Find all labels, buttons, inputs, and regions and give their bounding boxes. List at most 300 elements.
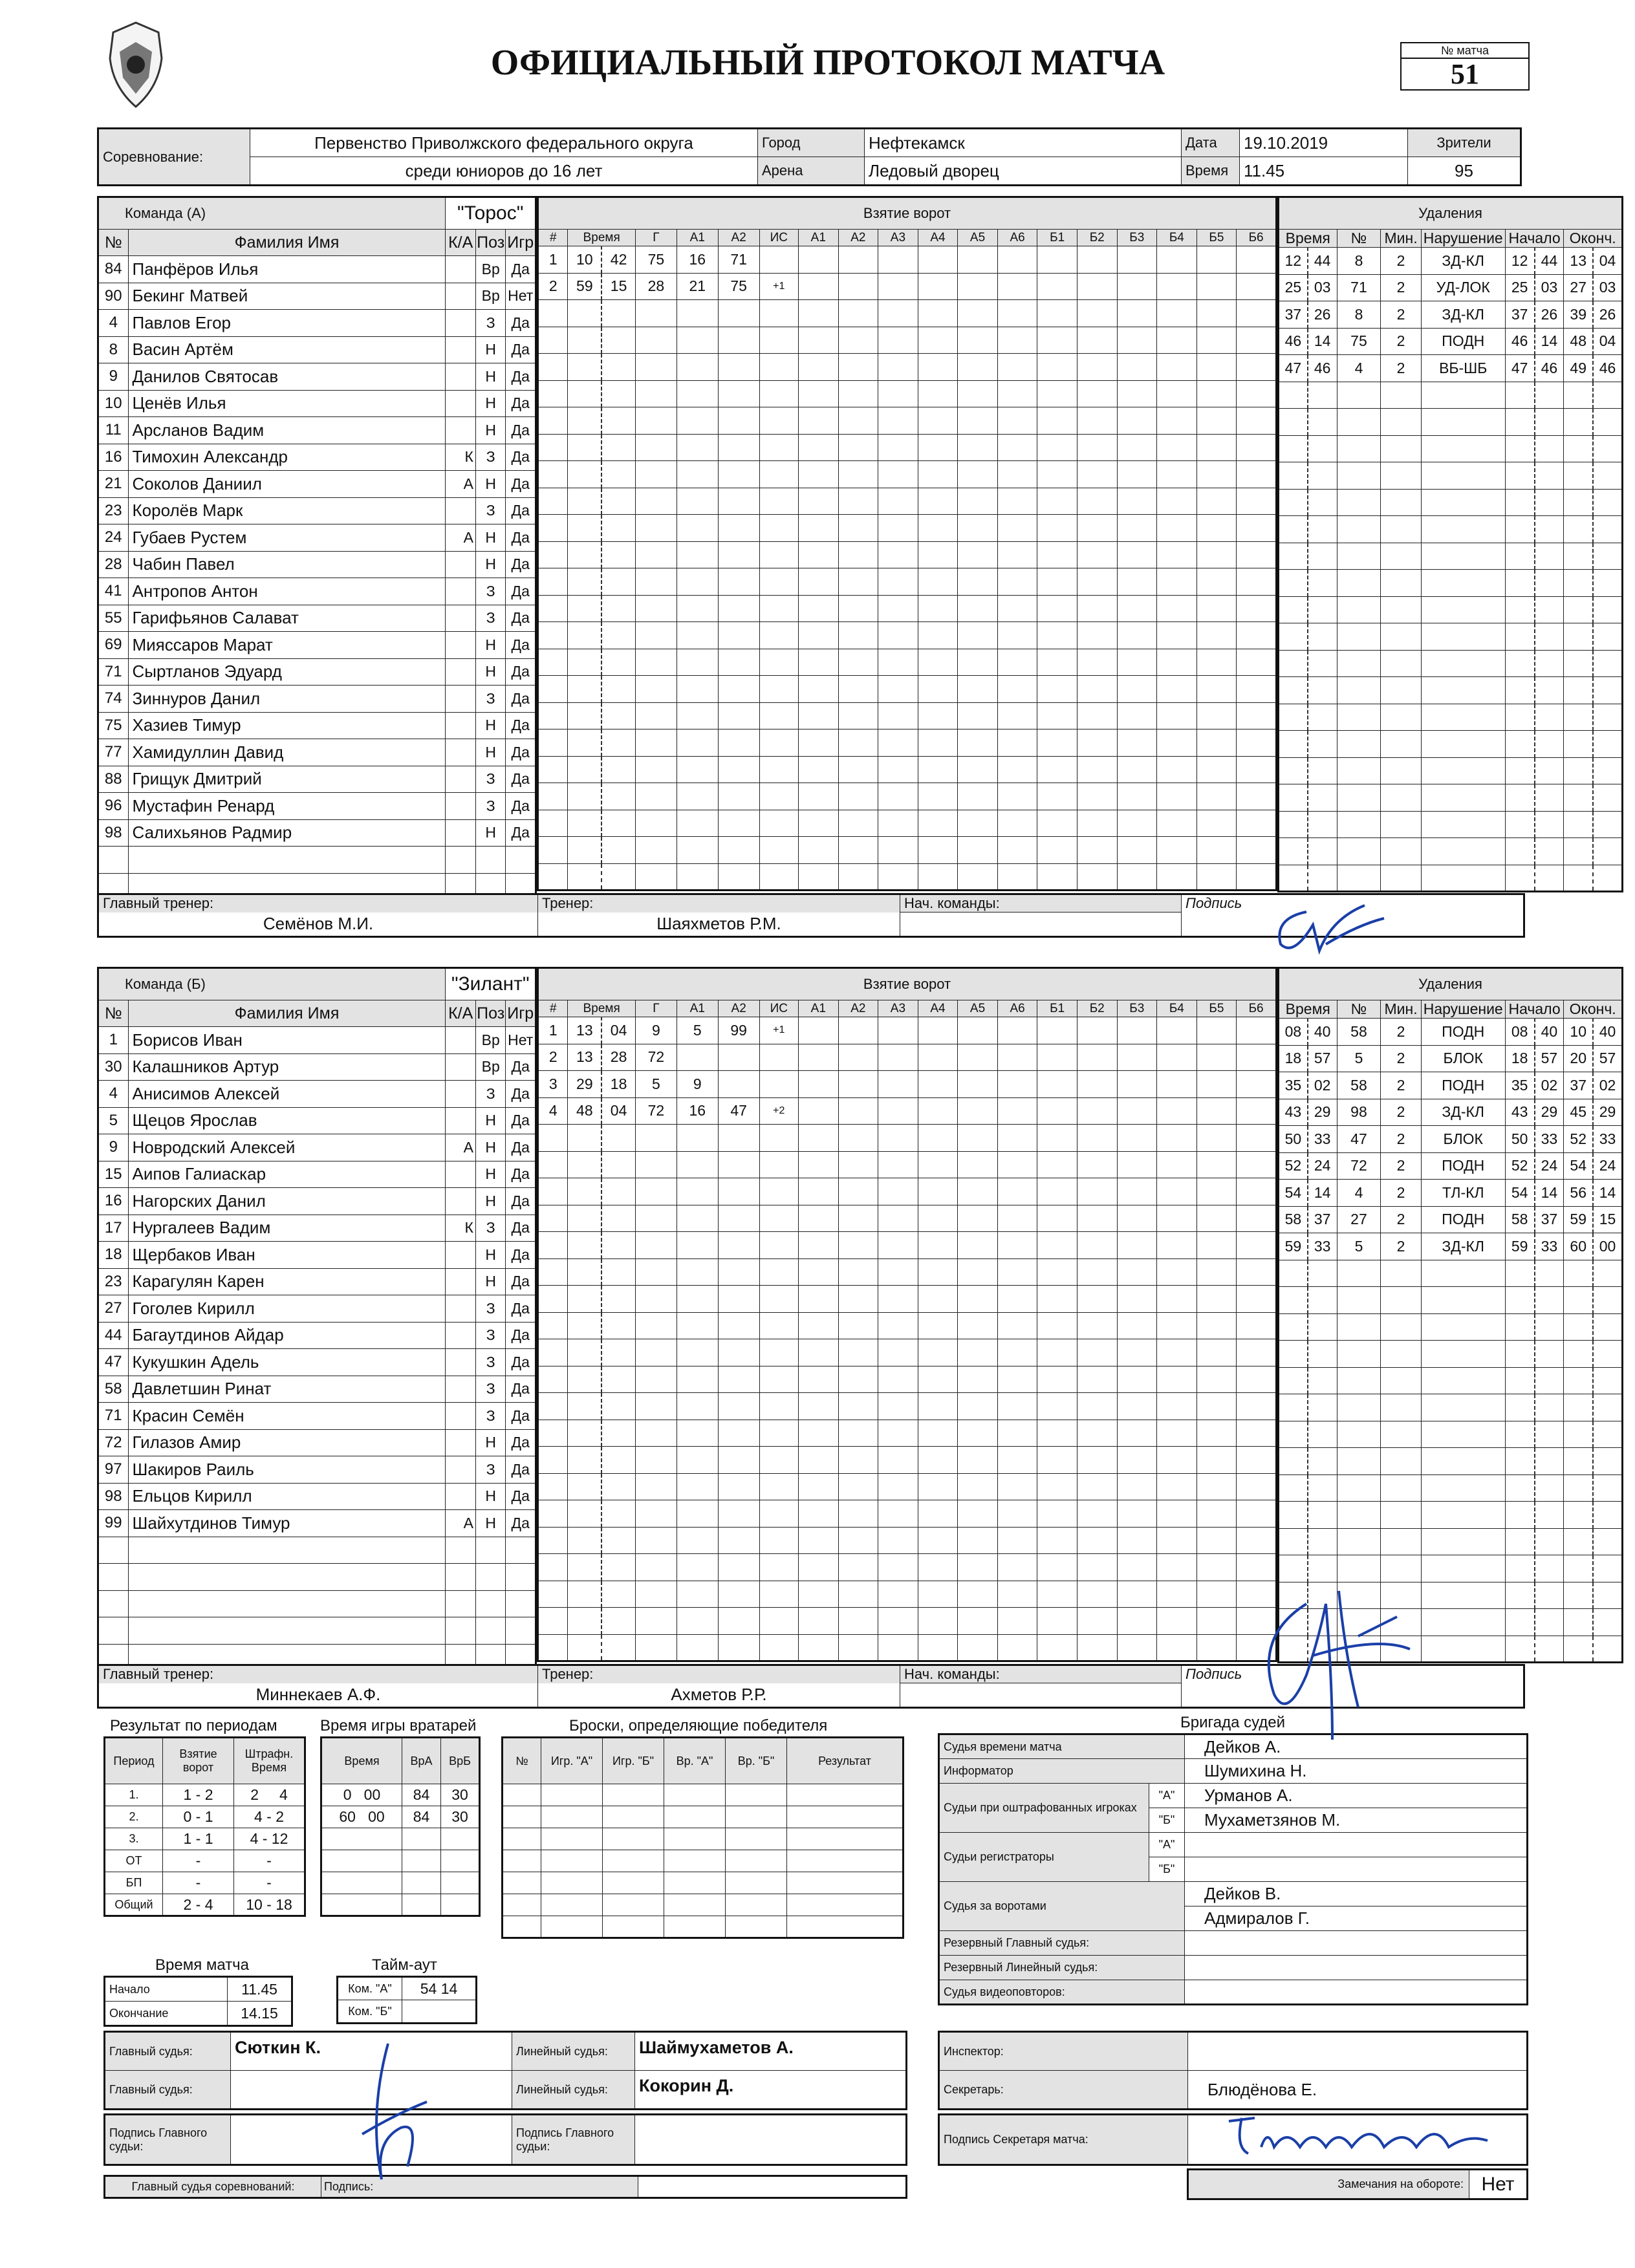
player-name: Хамидуллин Давид <box>128 739 446 766</box>
empty-cell <box>918 1205 958 1232</box>
empty-cell <box>538 729 568 757</box>
empty-cell <box>568 649 601 676</box>
empty-cell <box>759 1205 798 1232</box>
goal-m: 59 <box>568 273 601 300</box>
player-played: Да <box>506 1456 536 1484</box>
empty-cell <box>1337 731 1381 758</box>
empty-cell <box>1157 1581 1197 1608</box>
player-number: 9 <box>98 1134 129 1161</box>
empty-cell <box>635 1447 677 1474</box>
penalty-m: 47 <box>1279 355 1308 382</box>
shootout-row <box>503 1850 904 1872</box>
empty-cell <box>1196 729 1237 757</box>
empty-cell <box>878 622 918 649</box>
penalty-row <box>1279 1152 1623 1180</box>
empty-cell <box>1157 1473 1197 1500</box>
roster-row <box>98 1322 536 1349</box>
empty-cell <box>1117 1286 1157 1313</box>
penalty-no: 4 <box>1337 355 1381 382</box>
empty-cell <box>1421 757 1505 784</box>
penalty-row <box>1279 301 1623 329</box>
empty-cell <box>635 783 677 810</box>
empty-cell <box>1117 273 1157 300</box>
player-number: 77 <box>98 739 129 766</box>
coach-label: Тренер: <box>538 1665 900 1683</box>
empty-cell <box>718 756 759 783</box>
empty-cell <box>799 1205 839 1232</box>
timeout-a-label: Ком. "А" <box>338 1977 402 2000</box>
roster-row <box>98 1268 536 1295</box>
player-position: Н <box>475 1268 506 1295</box>
empty-cell <box>1564 543 1593 570</box>
pen-col-start: Начало <box>1505 1000 1564 1019</box>
empty-cell <box>677 434 718 461</box>
empty-cell <box>1196 1151 1237 1178</box>
empty-cell <box>538 1608 568 1635</box>
empty-cell <box>1593 1394 1622 1421</box>
empty-cell <box>726 1872 787 1894</box>
empty-cell <box>958 1634 998 1661</box>
empty-cell <box>759 702 798 729</box>
timeout-b-label: Ком. "Б" <box>338 2000 402 2024</box>
empty-cell <box>603 1806 664 1828</box>
goal-col-12: Б1 <box>1037 230 1077 246</box>
player-role <box>446 256 476 283</box>
empty-cell <box>664 1828 726 1850</box>
penalty-es: 29 <box>1593 1099 1622 1126</box>
empty-cell <box>568 1634 601 1661</box>
goalie-time: 0 00 <box>321 1784 402 1806</box>
penalty-code: ПОДН <box>1421 1152 1505 1180</box>
empty-cell <box>1279 596 1308 623</box>
player-number: 1 <box>98 1027 129 1054</box>
player-number: 90 <box>98 283 129 310</box>
goal-row <box>538 1232 1277 1259</box>
empty-cell <box>1337 1367 1381 1394</box>
goal-a1: 21 <box>677 273 718 300</box>
player-position: Н <box>475 1242 506 1269</box>
empty-cell <box>677 300 718 327</box>
empty-cell <box>718 1151 759 1178</box>
shootout-row <box>503 1806 904 1828</box>
player-name: Антропов Антон <box>128 578 446 605</box>
empty-cell <box>1237 1151 1277 1178</box>
roster-row <box>98 417 536 444</box>
empty-cell <box>878 1447 918 1474</box>
empty-cell <box>997 1097 1037 1125</box>
goal-col-8: А3 <box>878 230 918 246</box>
empty-cell <box>799 300 839 327</box>
player-name: Новродский Алексей <box>128 1134 446 1161</box>
date-value: 19.10.2019 <box>1240 129 1408 157</box>
empty-cell <box>1077 622 1117 649</box>
empty-cell <box>1593 382 1622 409</box>
roster-row <box>98 686 536 713</box>
empty-cell <box>1564 757 1593 784</box>
competition-line2: среди юниоров до 16 лет <box>250 157 758 186</box>
empty-cell <box>1593 1287 1622 1314</box>
off-timekeeper-value: Дейков А. <box>1185 1734 1528 1759</box>
empty-cell <box>1037 1125 1077 1152</box>
penalty-m: 18 <box>1279 1045 1308 1072</box>
empty-cell <box>1279 1313 1308 1341</box>
penalty-row <box>1279 865 1623 892</box>
empty-cell <box>878 1393 918 1420</box>
goal-col-8: А3 <box>878 1000 918 1017</box>
empty-cell <box>1157 1071 1197 1098</box>
empty-cell <box>1117 1608 1157 1635</box>
empty-cell <box>1157 273 1197 300</box>
goal-row <box>538 1447 1277 1474</box>
empty-cell <box>1421 489 1505 516</box>
period-goals: 2 - 4 <box>163 1894 234 1916</box>
goal-is: +1 <box>759 273 798 300</box>
player-role <box>446 1268 476 1295</box>
empty-cell <box>1505 1636 1534 1663</box>
empty-cell <box>1237 1473 1277 1500</box>
off-reserve-line-label: Резервный Линейный судья: <box>939 1956 1185 1980</box>
penalty-m: 58 <box>1279 1206 1308 1233</box>
empty-cell <box>1077 1205 1117 1232</box>
team_b-roster-table <box>97 967 537 1672</box>
empty-cell <box>918 434 958 461</box>
empty-cell <box>799 1312 839 1339</box>
goal-row <box>538 1420 1277 1447</box>
empty-cell <box>321 1894 402 1916</box>
empty-cell <box>601 327 635 354</box>
chief-comp-table <box>103 2175 907 2199</box>
empty-cell <box>918 1527 958 1554</box>
empty-cell <box>601 354 635 381</box>
empty-cell <box>759 407 798 435</box>
player-role <box>446 819 476 847</box>
empty-cell <box>1535 1528 1564 1555</box>
penalty-em: 48 <box>1564 328 1593 355</box>
penalty-code: ПОДН <box>1421 1019 1505 1046</box>
goal-row <box>538 541 1277 568</box>
empty-cell <box>918 810 958 837</box>
empty-cell <box>1564 1528 1593 1555</box>
empty-cell <box>1077 1527 1117 1554</box>
empty-cell <box>1237 756 1277 783</box>
penalty-code: ПОДН <box>1421 1072 1505 1099</box>
empty-cell <box>799 1447 839 1474</box>
empty-cell <box>1077 1393 1117 1420</box>
empty-cell <box>838 327 878 354</box>
penalty-ss: 57 <box>1535 1045 1564 1072</box>
empty-cell <box>918 1366 958 1393</box>
empty-cell <box>1279 1448 1308 1475</box>
goal-g: 72 <box>635 1044 677 1071</box>
empty-cell <box>1157 1125 1197 1152</box>
empty-cell <box>759 729 798 757</box>
empty-cell <box>1564 1582 1593 1609</box>
chief-comp-label: Главный судья соревнований: <box>105 2176 321 2198</box>
empty-cell <box>718 1500 759 1528</box>
empty-cell <box>1117 1178 1157 1205</box>
empty-cell <box>1505 784 1534 812</box>
roster-row <box>98 1403 536 1430</box>
empty-cell <box>878 515 918 542</box>
empty-cell <box>321 1850 402 1872</box>
empty-cell <box>568 1500 601 1528</box>
player-played: Да <box>506 658 536 686</box>
penalty-row <box>1279 704 1623 731</box>
goal-a1 <box>677 1044 718 1071</box>
period-name: 2. <box>105 1806 163 1828</box>
penalty-sm: 43 <box>1505 1099 1534 1126</box>
empty-cell <box>1157 380 1197 407</box>
empty-cell <box>1381 838 1421 865</box>
empty-cell <box>759 568 798 596</box>
empty-cell <box>1337 596 1381 623</box>
penalty-min: 2 <box>1381 328 1421 355</box>
empty-cell <box>1279 731 1308 758</box>
empty-cell <box>1157 649 1197 676</box>
period-row <box>105 1784 305 1806</box>
empty-cell <box>538 1420 568 1447</box>
empty-cell <box>1505 1394 1534 1421</box>
penalty-row <box>1279 516 1623 543</box>
empty-cell <box>1535 516 1564 543</box>
player-role <box>446 1188 476 1215</box>
empty-cell <box>1237 407 1277 435</box>
empty-cell <box>1421 1394 1505 1421</box>
empty-cell <box>601 1447 635 1474</box>
penalty-s: 03 <box>1308 274 1337 301</box>
empty-cell <box>1381 704 1421 731</box>
empty-cell <box>918 354 958 381</box>
empty-cell <box>568 729 601 757</box>
goal-a2: 75 <box>718 273 759 300</box>
empty-cell <box>568 1473 601 1500</box>
empty-cell <box>601 1393 635 1420</box>
empty-cell <box>677 1447 718 1474</box>
player-position: З <box>475 578 506 605</box>
empty-cell <box>1196 246 1237 274</box>
empty-cell <box>1077 1447 1117 1474</box>
empty-cell <box>568 1581 601 1608</box>
empty-cell <box>997 783 1037 810</box>
roster-row <box>98 363 536 391</box>
empty-cell <box>1505 731 1534 758</box>
player-position: З <box>475 1376 506 1403</box>
empty-cell <box>1237 273 1277 300</box>
empty-cell <box>1157 1608 1197 1635</box>
empty-cell <box>1196 676 1237 703</box>
empty-cell <box>1381 1528 1421 1555</box>
empty-cell <box>1237 1232 1277 1259</box>
empty-cell <box>1117 595 1157 622</box>
period-goals: 1 - 1 <box>163 1828 234 1850</box>
empty-cell <box>1157 354 1197 381</box>
empty-cell <box>1157 756 1197 783</box>
signature-label: Подпись <box>1182 1665 1524 1683</box>
empty-cell <box>446 1590 476 1617</box>
empty-cell <box>664 1916 726 1938</box>
empty-cell <box>677 1581 718 1608</box>
empty-cell <box>506 1617 536 1645</box>
empty-cell <box>1157 1420 1197 1447</box>
empty-cell <box>1037 1473 1077 1500</box>
penalty-code: ВБ-ШБ <box>1421 355 1505 382</box>
empty-cell <box>1337 1287 1381 1314</box>
empty-cell <box>635 1366 677 1393</box>
empty-cell <box>1564 650 1593 677</box>
empty-cell <box>441 1828 480 1850</box>
shootout-title: Броски, определяющие победителя <box>569 1717 828 1734</box>
empty-cell <box>799 488 839 515</box>
empty-cell <box>726 1806 787 1828</box>
goal-row <box>538 837 1277 864</box>
roster-row <box>98 551 536 578</box>
secretary-value: Блюдёнова Е. <box>1188 2071 1528 2110</box>
empty-cell <box>918 1608 958 1635</box>
empty-cell <box>568 407 601 435</box>
empty-cell <box>997 595 1037 622</box>
periods-col-period: Период <box>105 1738 163 1784</box>
goalie-row <box>321 1784 480 1806</box>
empty-cell <box>1564 409 1593 436</box>
empty-cell <box>1564 570 1593 597</box>
empty-cell <box>997 354 1037 381</box>
empty-cell <box>1237 461 1277 488</box>
empty-cell <box>1593 1502 1622 1529</box>
timeout-table <box>336 1976 477 2024</box>
penalty-min: 2 <box>1381 1152 1421 1180</box>
empty-cell <box>1117 1527 1157 1554</box>
team-chief-value <box>900 1683 1182 1708</box>
empty-cell <box>1157 488 1197 515</box>
empty-cell <box>1505 1609 1534 1636</box>
empty-cell <box>1117 837 1157 864</box>
empty-cell <box>1196 273 1237 300</box>
roster-row <box>98 632 536 659</box>
period-row <box>105 1828 305 1850</box>
empty-cell <box>601 649 635 676</box>
empty-cell <box>1117 1366 1157 1393</box>
empty-cell <box>1279 516 1308 543</box>
empty-cell <box>759 756 798 783</box>
empty-cell <box>958 1097 998 1125</box>
periods-table <box>103 1736 306 1917</box>
penalty-row <box>1279 1099 1623 1126</box>
empty-cell <box>1237 622 1277 649</box>
penalty-em: 39 <box>1564 301 1593 329</box>
empty-cell <box>799 1608 839 1635</box>
empty-cell <box>1077 729 1117 757</box>
player-name: Мустафин Ренард <box>128 793 446 820</box>
goal-col-16: Б5 <box>1196 230 1237 246</box>
roster-col-0: № <box>98 1000 129 1027</box>
empty-cell <box>1237 783 1277 810</box>
player-name: Чабин Павел <box>128 551 446 578</box>
penalty-row <box>1279 1421 1623 1448</box>
empty-cell <box>541 1784 603 1806</box>
empty-cell <box>997 1447 1037 1474</box>
player-played: Да <box>506 444 536 471</box>
player-role <box>446 739 476 766</box>
empty-cell <box>838 354 878 381</box>
player-position: Н <box>475 1107 506 1134</box>
roster-row <box>98 390 536 417</box>
roster-row <box>98 1161 536 1188</box>
empty-cell <box>997 1232 1037 1259</box>
empty-cell <box>838 1125 878 1152</box>
empty-cell <box>128 1590 446 1617</box>
team_b-name: "Зилант" <box>446 968 536 1000</box>
empty-cell <box>1564 1636 1593 1663</box>
empty-cell <box>759 1608 798 1635</box>
empty-cell <box>1421 462 1505 490</box>
game-end-value: 14.15 <box>228 2002 292 2026</box>
empty-cell <box>1381 731 1421 758</box>
match-info-table <box>97 127 1522 186</box>
penalty-no: 98 <box>1337 1099 1381 1126</box>
team-chief-value <box>900 913 1182 937</box>
empty-cell <box>635 1232 677 1259</box>
empty-cell <box>1237 1125 1277 1152</box>
empty-cell <box>568 1205 601 1232</box>
penalty-m: 52 <box>1279 1152 1308 1180</box>
penalty-row <box>1279 1019 1623 1046</box>
player-role <box>446 336 476 363</box>
empty-cell <box>1593 1341 1622 1368</box>
empty-cell <box>1117 649 1157 676</box>
player-name: Гилазов Амир <box>128 1429 446 1456</box>
time-value: 11.45 <box>1240 157 1408 186</box>
empty-cell <box>799 1473 839 1500</box>
goal-s: 18 <box>601 1071 635 1098</box>
penalty-min: 2 <box>1381 248 1421 275</box>
empty-cell <box>1157 676 1197 703</box>
penalty-es: 14 <box>1593 1180 1622 1207</box>
penalty-m: 50 <box>1279 1126 1308 1153</box>
goalies-title: Время игры вратарей <box>320 1717 477 1734</box>
main-ref2-label: Главный судья: <box>105 2071 231 2110</box>
empty-cell <box>799 756 839 783</box>
team_a-pen-title: Удаления <box>1279 197 1623 230</box>
empty-cell <box>503 1850 541 1872</box>
empty-cell <box>1337 1474 1381 1502</box>
empty-cell <box>878 837 918 864</box>
empty-cell <box>759 515 798 542</box>
empty-cell <box>787 1828 904 1850</box>
period-goals: - <box>163 1872 234 1894</box>
empty-cell <box>1077 810 1117 837</box>
empty-cell <box>568 541 601 568</box>
empty-cell <box>1157 729 1197 757</box>
empty-cell <box>878 1554 918 1581</box>
player-played: Да <box>506 686 536 713</box>
empty-cell <box>1564 435 1593 462</box>
roster-row <box>98 471 536 498</box>
empty-cell <box>1308 1341 1337 1368</box>
empty-cell <box>1505 1260 1534 1287</box>
empty-cell <box>799 622 839 649</box>
empty-cell <box>677 461 718 488</box>
penalty-no: 8 <box>1337 301 1381 329</box>
empty-cell <box>1117 622 1157 649</box>
penalty-s: 33 <box>1308 1126 1337 1153</box>
empty-cell <box>718 1447 759 1474</box>
empty-cell <box>718 1581 759 1608</box>
empty-cell <box>958 1500 998 1528</box>
player-position: З <box>475 1349 506 1376</box>
empty-cell <box>799 1151 839 1178</box>
empty-cell <box>997 1071 1037 1098</box>
empty-cell <box>601 1366 635 1393</box>
